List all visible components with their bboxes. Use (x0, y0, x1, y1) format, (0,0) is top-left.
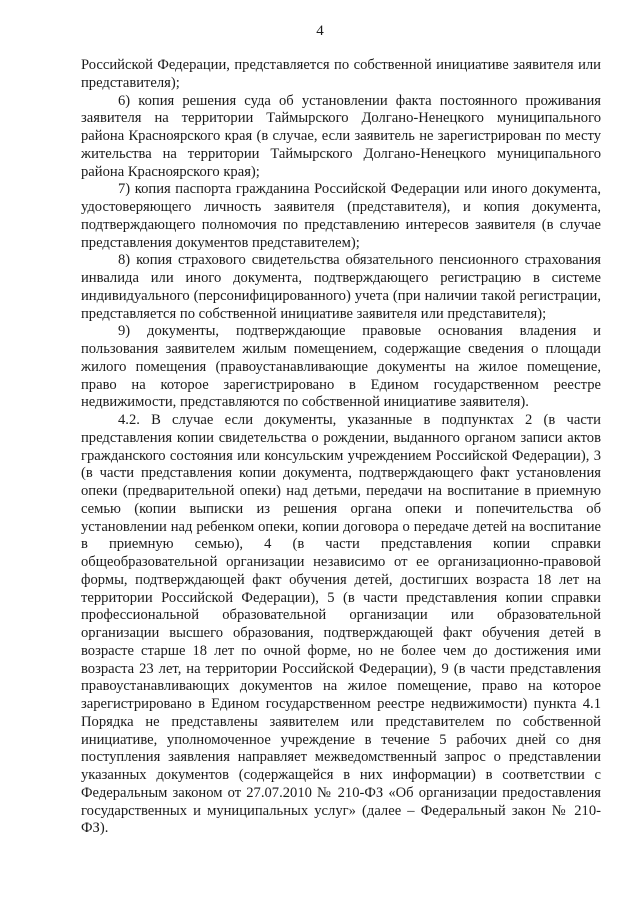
page-number: 4 (316, 23, 324, 39)
document-body (81, 57, 601, 838)
paragraph-continuation: Российской Федерации, представляется по собственной инициативе заявителя или представителя); (81, 57, 601, 91)
paragraph-item-8: 8) копия страхового свидетельства обязательного пенсионного страхования инвалида или иного документа, подтверждающего регистрацию в системе индивидуального (персонифицированного) учета (при наличии такой регистрации, представляется по собственной инициативе заявителя или представителя); (81, 252, 601, 322)
paragraph-item-7: 7) копия паспорта гражданина Российской Федерации или иного документа, удостоверяющего личность заявителя (представителя), и копия документа, подтверждающего полномочия по представлению интересов заявителя (в случае представления документов представителем); (81, 181, 601, 251)
paragraph-item-6: 6) копия решения суда об установлении факта постоянного проживания заявителя на территории Таймырского Долгано-Ненецкого муниципального района Красноярского края (в случае, если заявитель не зарегистрирован по месту жительства на территории Таймырского Долгано-Ненецкого муниципального района Красноярского края); (81, 92, 601, 180)
paragraph-section-4-2: 4.2. В случае если документы, указанные в подпунктах 2 (в части представления копии свидетельства о рождении, выданного органом записи актов гражданского состояния или консульским учреждением Российской Федерации), 3 (в части представления копии документа, подтверждающего факт установления опеки (предварительной опеки) над детьми, передачи на воспитание в приемную семью (копии выписки из решения органа опеки и попечительства об установлении над ребенком опеки, копии договора о передаче детей на воспитание в приемную семью), 4 (в части представления копии справки общеобразовательной организации независимо от ее организационно-правовой формы, подтверждающей факт обучения детей, достигших возраста 18 лет на территории Российской Федерации), 5 (в части представления копии справки профессиональной образовательной организации или образовательной организации высшего образования, подтверждающей факт обучения детей в возрасте старше 18 лет по очной форме, но не более чем до достижения ими возраста 23 лет, на территории Российской Федерации), 9 (в части представления правоустанавливающих документов на жилое помещение, право на которое зарегистрировано в Едином государственном реестре недвижимости) пункта 4.1 Порядка не представлены заявителем или представителем по собственной инициативе, уполномоченное учреждение в течение 5 рабочих дней со дня поступления заявления направляет межведомственный запрос о представлении указанных документов (содержащейся в них информации) в соответствии с Федеральным законом от 27.07.2010 № 210-ФЗ «Об организации предоставления государственных и муниципальных услуг» (далее – Федеральный закон № 210-ФЗ). (81, 412, 601, 837)
paragraph-item-9: 9) документы, подтверждающие правовые основания владения и пользования заявителем жилым помещением, содержащие сведения о площади жилого помещения (правоустанавливающие документы на жилое помещение, право на которое зарегистрировано в Едином государственном реестре недвижимости, представляются по собственной инициативе заявителя). (81, 323, 601, 411)
